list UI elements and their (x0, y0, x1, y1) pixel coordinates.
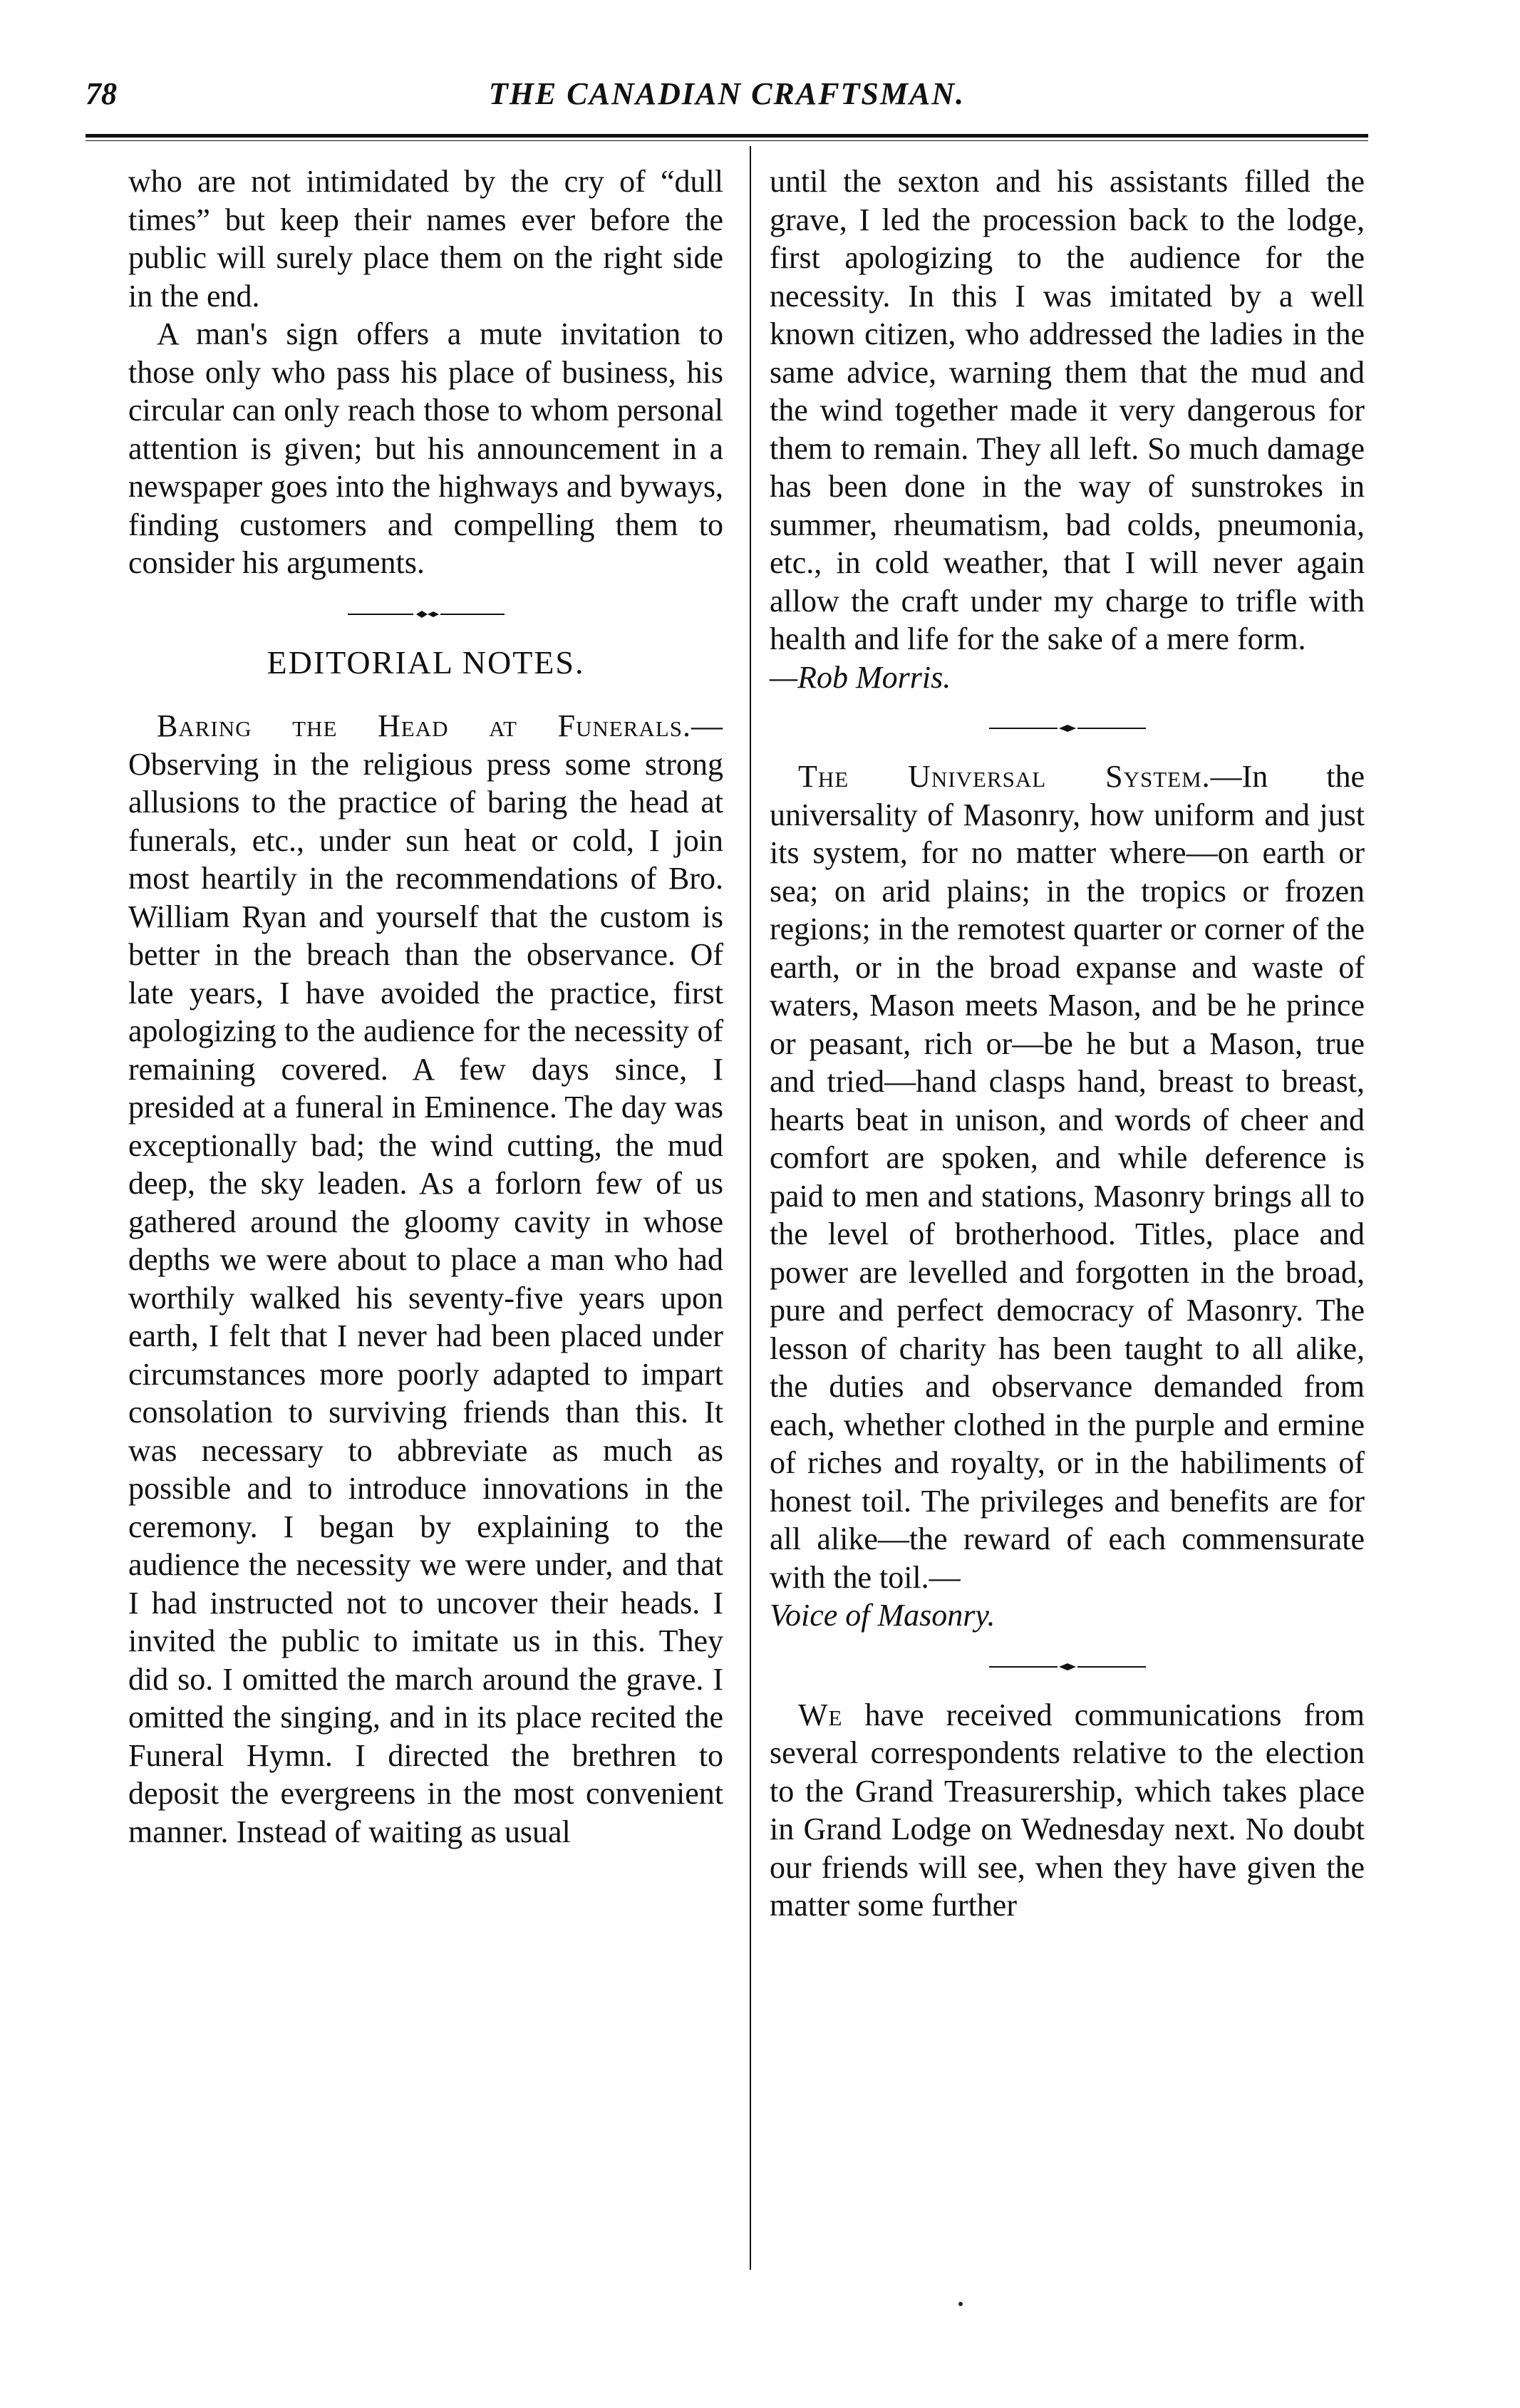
article-body: until the sexton and his assistants filled the grave, I led the procession back to the lodge, first apologizing to the audience for the necessity. In this I was imitated by a well known citizen, who addressed the ladies in the same advice, warning them that the mud and the wind together made it very dangerous for them to remain. They all left. So much damage has been done in the way of sunstrokes in summer, rheumatism, bad colds, pneumonia, etc., in cold weather, that I will never again allow the craft under my charge to trifle with health and life for the sake of a mere form. (770, 164, 1365, 656)
article-signature: —Rob Morris. (770, 659, 951, 695)
article-lead: Baring the Head at Funerals.— (157, 708, 723, 743)
running-title: THE CANADIAN CRAFTSMAN. (488, 76, 966, 111)
article-baring-head-continued (770, 162, 1365, 696)
column-divider (750, 146, 751, 2270)
ornament-divider-icon (989, 1662, 1146, 1672)
print-mark (958, 2302, 963, 2306)
section-title: EDITORIAL NOTES. (267, 644, 585, 681)
ornament-divider-icon (348, 609, 505, 619)
left-column (128, 162, 723, 1851)
header-rule (86, 134, 1368, 141)
article-baring-head (128, 707, 723, 1851)
article-signature: Voice of Masonry. (770, 1598, 996, 1633)
page-header (86, 71, 1368, 121)
ornament-divider-icon (989, 723, 1146, 733)
article-body: —In the universality of Masonry, how uniform and just its system, for no matter where—on earth or sea; on arid plains; in the tropics or frozen regions; in the remotest quarter or corner of the earth, or in the broad expanse and waste of waters, Mason meets Mason, and be he prince or peasant, rich or—be he but a Mason, true and tried—hand clasps hand, breast to breast, hearts beat in unison, and words of cheer and comfort are spoken, and while deference is paid to men and stations, Masonry brings all to the level of brotherhood. Titles, place and power are levelled and forgotten in the broad, pure and perfect democracy of Masonry. The lesson of charity has been taught to all alike, the duties and observance demanded from each, whether clothed in the purple and ermine of riches and royalty, or in the habiliments of honest toil. The privileges and benefits are for all alike—the reward of each commensurate with the toil.— (770, 759, 1365, 1595)
article-body: Observing in the religious press some strong allusions to the practice of baring the head at funerals, etc., under sun heat or cold, I join most heartily in the recommendations of Bro. William Ryan and yourself that the custom is better in the breach than the observance. Of late years, I have avoided the practice, first apologizing to the audience for the necessity of remaining covered. A few days since, I presided at a funeral in Eminence. The day was exceptionally bad; the wind cutting, the mud deep, the sky leaden. As a forlorn few of us gathered around the gloomy cavity in whose depths we were about to place a man who had worthily walked his seventy-five years upon earth, I felt that I never had been placed under circumstances more poorly adapted to impart consolation to surviving friends than this. It was necessary to abbreviate as much as possible and to introduce innovations in the ceremony. I began by explaining to the audience the necessity we were under, and that I had instructed not to uncover their heads. I invited the public to imitate us in this. They did so. I omitted the march around the grave. I omitted the singing, and in its place recited the Funeral Hymn. I directed the brethren to deposit the evergreens in the most convenient manner. Instead of waiting as usual (128, 746, 723, 1849)
paragraph-sign-advertising: A man's sign offers a mute invitation to those only who pass his place of business, his circular can only reach those to whom personal attention is given; but his announcement in a newspaper goes into the highways and byways, finding customers and compelling them to consider his arguments. (128, 316, 723, 580)
article-body: have received communications from several correspondents relative to the election to the Grand Treasurership, which takes place in Grand Lodge on Wednesday next. No doubt our friends will see, when they have given the matter some further (770, 1697, 1365, 1923)
right-column (770, 162, 1365, 1925)
page-number: 78 (86, 76, 117, 111)
paragraph-continued: who are not intimidated by the cry of “dull times” but keep their names ever before the public will surely place them on the right side in the end. (128, 164, 723, 314)
article-universal-system (770, 758, 1365, 1635)
article-lead: We (798, 1697, 843, 1732)
article-lead: The Universal System. (798, 759, 1211, 794)
article-grand-treasurer (770, 1696, 1365, 1925)
